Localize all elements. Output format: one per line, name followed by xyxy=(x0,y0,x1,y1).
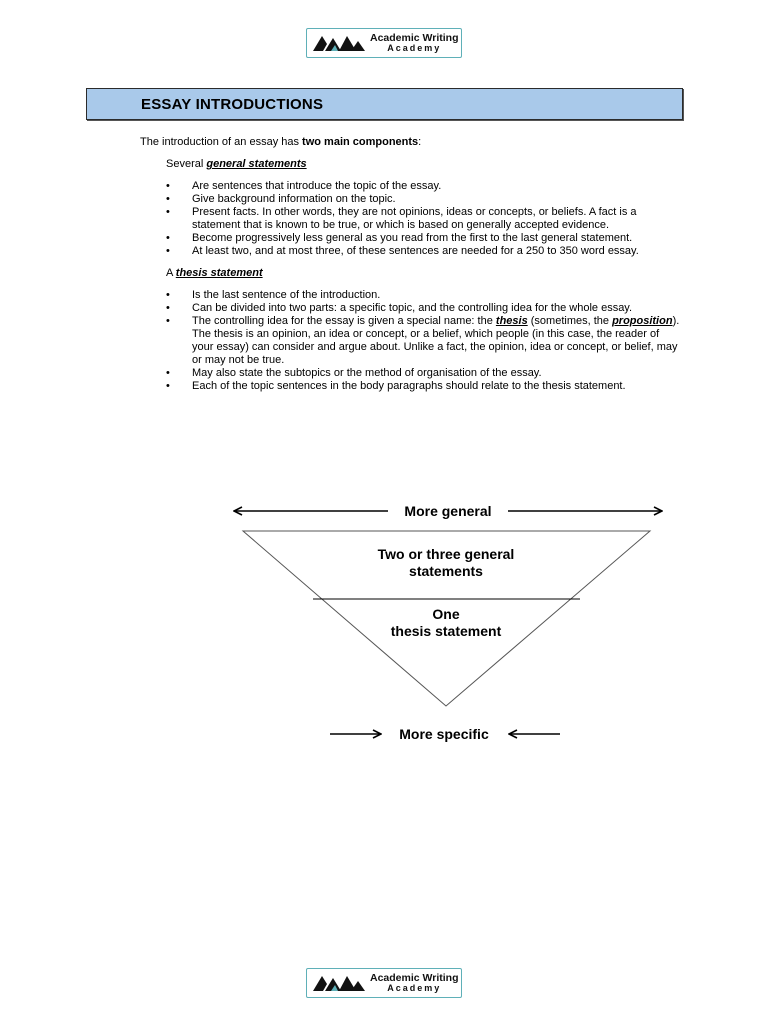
bullet-text: (sometimes, the xyxy=(527,315,613,327)
section1-term: general statements xyxy=(206,158,307,170)
general-statements-list xyxy=(140,180,680,258)
academy-logo-top xyxy=(306,28,462,58)
list-item: • Give background information on the topic. xyxy=(192,193,680,206)
logo-line2: Academy xyxy=(387,43,442,53)
academy-logo-bottom xyxy=(306,968,462,998)
title-bar xyxy=(86,88,683,120)
list-item xyxy=(192,315,680,367)
section-heading-general xyxy=(166,158,680,171)
list-item: • Is the last sentence of the introduction. xyxy=(192,289,680,302)
list-item: • May also state the subtopics or the method of organisation of the essay. xyxy=(192,367,680,380)
list-item: • At least two, and at most three, of these sentences are needed for a 250 to 350 word essay. xyxy=(192,245,680,258)
bullet-text: The controlling idea for the essay is given a special name: the xyxy=(192,315,496,327)
logo-line1: Academic Writing xyxy=(370,972,459,984)
list-item: • Present facts. In other words, they are not opinions, ideas or concepts, or beliefs. A fact is a statement that is known to be true, or which is based on generally accepted evidence. xyxy=(192,206,680,232)
list-item: • Can be divided into two parts: a specific topic, and the controlling idea for the whole essay. xyxy=(192,302,680,315)
page-title: ESSAY INTRODUCTIONS xyxy=(141,96,324,113)
bullet-text: ). The thesis is an opinion, an idea or concept, or a belief, which people (in this case, the reader of your essay) can consider and argue about. Unlike a fact, the opinion, idea or concept, or belief, may or may not be true. xyxy=(192,315,680,366)
section-heading-thesis xyxy=(166,267,680,280)
list-item: • Are sentences that introduce the topic of the essay. xyxy=(192,180,680,193)
logo-line1: Academic Writing xyxy=(370,32,459,44)
thesis-label-1: One xyxy=(432,606,460,622)
section2-term: thesis statement xyxy=(175,267,263,279)
general-statements-label-1: Two or three general xyxy=(377,546,515,562)
more-specific-label: More specific xyxy=(399,726,489,742)
logo-line2: Academy xyxy=(387,983,442,993)
inverted-pyramid-diagram xyxy=(0,490,768,760)
intro-bold: two main components xyxy=(302,136,419,148)
logo-mark-icon xyxy=(311,973,367,993)
term-proposition: proposition xyxy=(612,315,673,327)
more-general-label: More general xyxy=(404,503,492,519)
intro-text: The introduction of an essay has xyxy=(140,136,303,148)
list-item: • Become progressively less general as you read from the first to the last general statement. xyxy=(192,232,680,245)
thesis-label-2: thesis statement xyxy=(390,623,502,639)
term-thesis: thesis xyxy=(495,315,528,327)
section1-prefix: Several xyxy=(166,158,207,170)
thesis-statement-list xyxy=(140,289,680,393)
logo-mark-icon xyxy=(311,33,367,53)
document-body xyxy=(140,136,680,402)
general-statements-label-2: statements xyxy=(409,563,483,579)
section2-prefix: A xyxy=(166,267,176,279)
list-item: • Each of the topic sentences in the body paragraphs should relate to the thesis statement. xyxy=(192,380,680,393)
intro-suffix: : xyxy=(418,136,422,148)
intro-paragraph xyxy=(140,136,680,149)
